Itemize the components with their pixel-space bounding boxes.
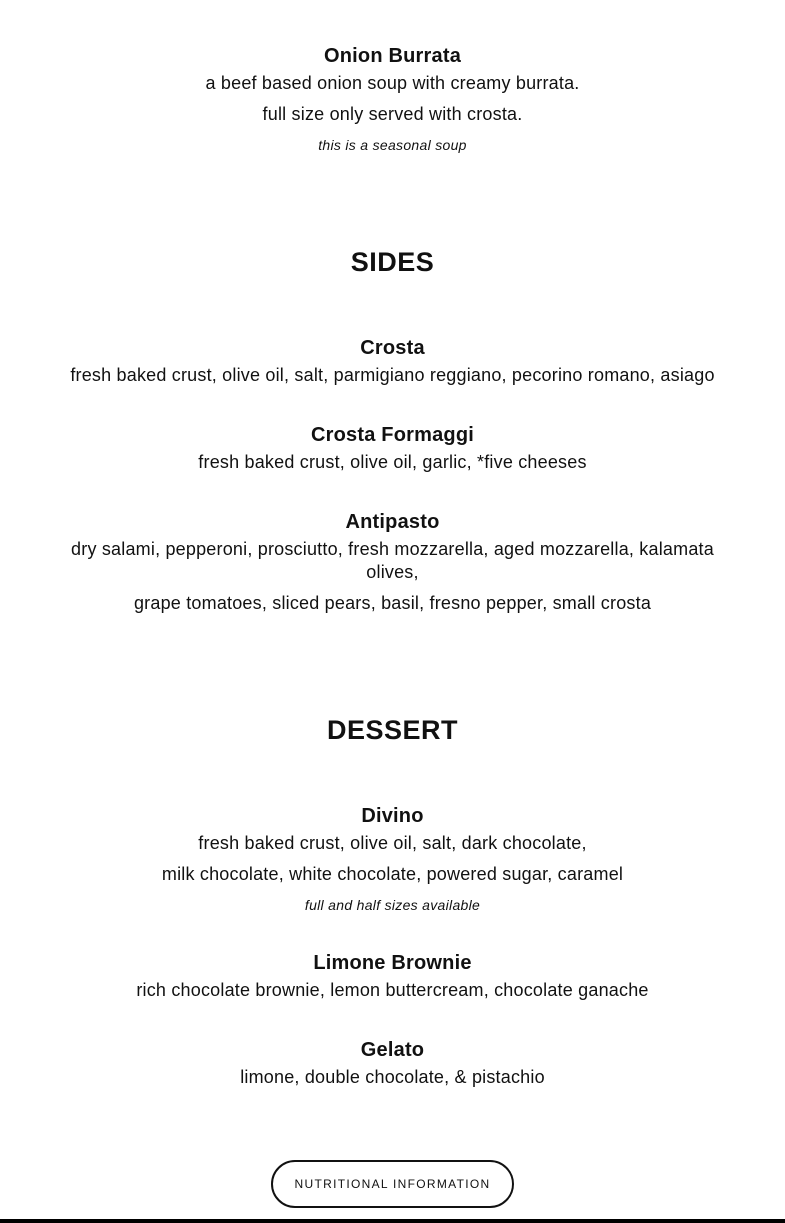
section-heading-dessert: DESSERT	[326, 715, 459, 745]
item-description: fresh baked crust, olive oil, salt, parmigiano reggiano, pecorino romano, asiago	[70, 365, 715, 385]
item-description: milk chocolate, white chocolate, powered sugar, caramel	[161, 864, 624, 884]
item-description: fresh baked crust, olive oil, garlic, *five cheeses	[198, 452, 587, 472]
bottom-divider	[0, 1219, 785, 1223]
item-description: rich chocolate brownie, lemon buttercream, chocolate ganache	[136, 980, 649, 1000]
item-title: Onion Burrata	[323, 45, 462, 67]
item-title: Divino	[361, 805, 424, 827]
item-description: fresh baked crust, olive oil, salt, dark chocolate,	[198, 833, 587, 853]
item-title: Antipasto	[345, 511, 440, 533]
item-title: Crosta	[360, 337, 425, 359]
section-heading-sides: SIDES	[350, 247, 435, 277]
item-note: full and half sizes available	[304, 897, 481, 913]
item-description: full size only served with crosta.	[262, 104, 523, 124]
item-description: dry salami, pepperoni, prosciutto, fresh mozzarella, aged mozzarella, kalamata olives,	[71, 539, 714, 582]
item-description: grape tomatoes, sliced pears, basil, fresno pepper, small crosta	[133, 593, 652, 613]
item-description: a beef based onion soup with creamy burrata.	[205, 73, 580, 93]
item-title: Gelato	[360, 1039, 425, 1061]
item-title: Limone Brownie	[313, 952, 472, 974]
item-note: this is a seasonal soup	[318, 137, 467, 153]
item-description: limone, double chocolate, & pistachio	[240, 1067, 545, 1087]
item-title: Crosta Formaggi	[310, 424, 475, 446]
nutritional-information-button[interactable]: NUTRITIONAL INFORMATION	[271, 1160, 514, 1208]
